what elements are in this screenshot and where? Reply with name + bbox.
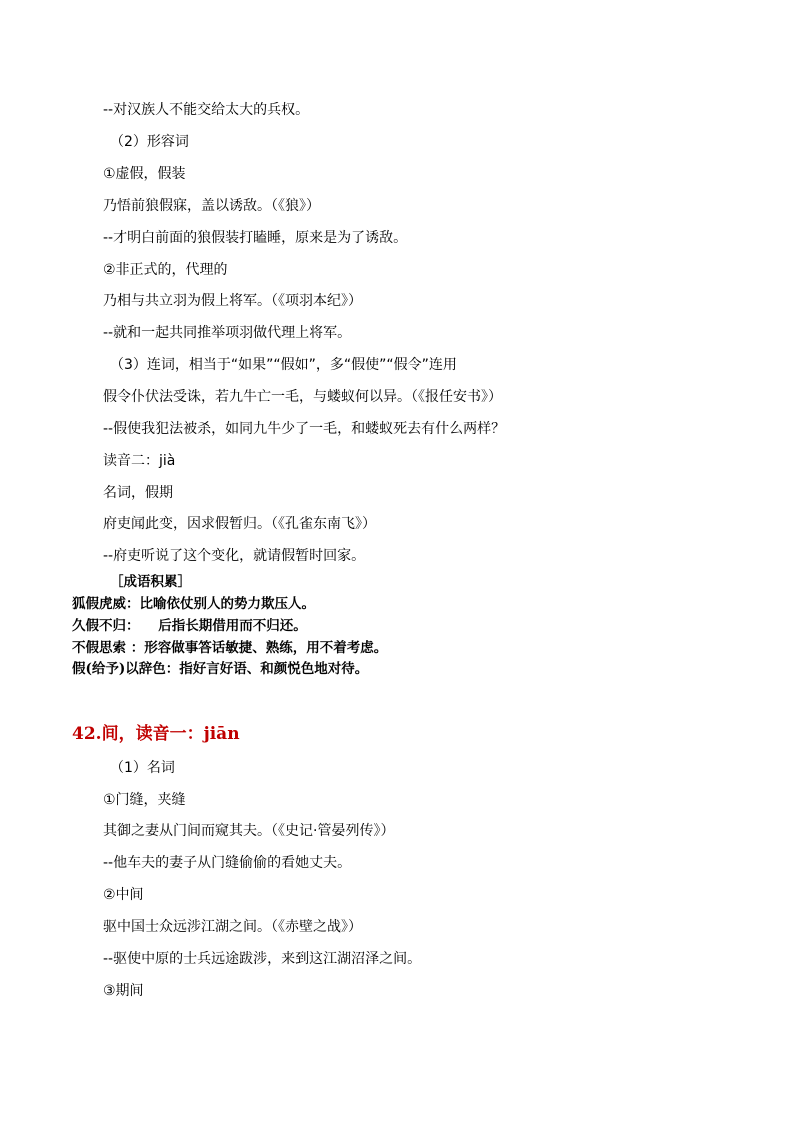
explanation-line: --驱使中原的士兵远途跋涉，来到这江湖沼泽之间。 <box>103 951 422 967</box>
explanation-line: --府吏听说了这个变化，就请假暂时回家。 <box>103 548 366 564</box>
explanation-line: --假使我犯法被杀，如同九牛少了一毛，和蝼蚁死去有什么两样？ <box>103 421 506 437</box>
subsection-label: （2）形容词 <box>110 134 189 150</box>
idiom-item: 久假不归： 后指长期借用而不归还。 <box>72 618 307 634</box>
example-sentence: 其御之妻从门间而窥其夫。（《史记·管晏列传》） <box>103 823 395 839</box>
pronunciation-label: 读音二：jià <box>103 453 176 469</box>
definition-line: 名词，假期 <box>103 485 173 501</box>
idiom-item: 假(给予)以辞色：指好言好语、和颜悦色地对待。 <box>72 661 369 677</box>
definition-line: ①门缝，夹缝 <box>103 792 186 808</box>
explanation-line: --他车夫的妻子从门缝偷偷的看她丈夫。 <box>103 855 352 871</box>
explanation-line: --对汉族人不能交给太大的兵权。 <box>103 102 310 118</box>
example-sentence: 乃相与共立羽为假上将军。（《项羽本纪》） <box>103 293 362 309</box>
section-heading: 42.间，读音一：jiān <box>72 724 240 744</box>
example-sentence: 驱中国士众远涉江湖之间。（《赤壁之战》） <box>103 919 362 935</box>
explanation-line: --才明白前面的狼假装打瞌睡，原来是为了诱敌。 <box>103 230 408 246</box>
example-sentence: 假令仆伏法受诛，若九牛亡一毛，与蝼蚁何以异。（《报任安书》） <box>103 389 502 405</box>
idiom-item: 不假思索 ：形容做事答话敏捷、熟练，用不着考虑。 <box>72 640 388 656</box>
example-sentence: 府吏闻此变，因求假暂归。（《孔雀东南飞》） <box>103 516 376 532</box>
idiom-item: 狐假虎威：比喻依仗别人的势力欺压人。 <box>72 596 315 612</box>
idiom-header: ［成语积累］ <box>110 574 191 590</box>
definition-line: ①虚假，假装 <box>103 166 186 182</box>
example-sentence: 乃悟前狼假寐，盖以诱敌。（《狼》） <box>103 198 320 214</box>
definition-line: ②中间 <box>103 887 144 903</box>
definition-line: ③期间 <box>103 983 144 999</box>
explanation-line: --就和一起共同推举项羽做代理上将军。 <box>103 325 352 341</box>
subsection-label: （3）连词，相当于“如果”“假如”，多“假使”“假令”连用 <box>110 357 457 373</box>
subsection-label: （1）名词 <box>110 760 175 776</box>
definition-line: ②非正式的，代理的 <box>103 262 228 278</box>
